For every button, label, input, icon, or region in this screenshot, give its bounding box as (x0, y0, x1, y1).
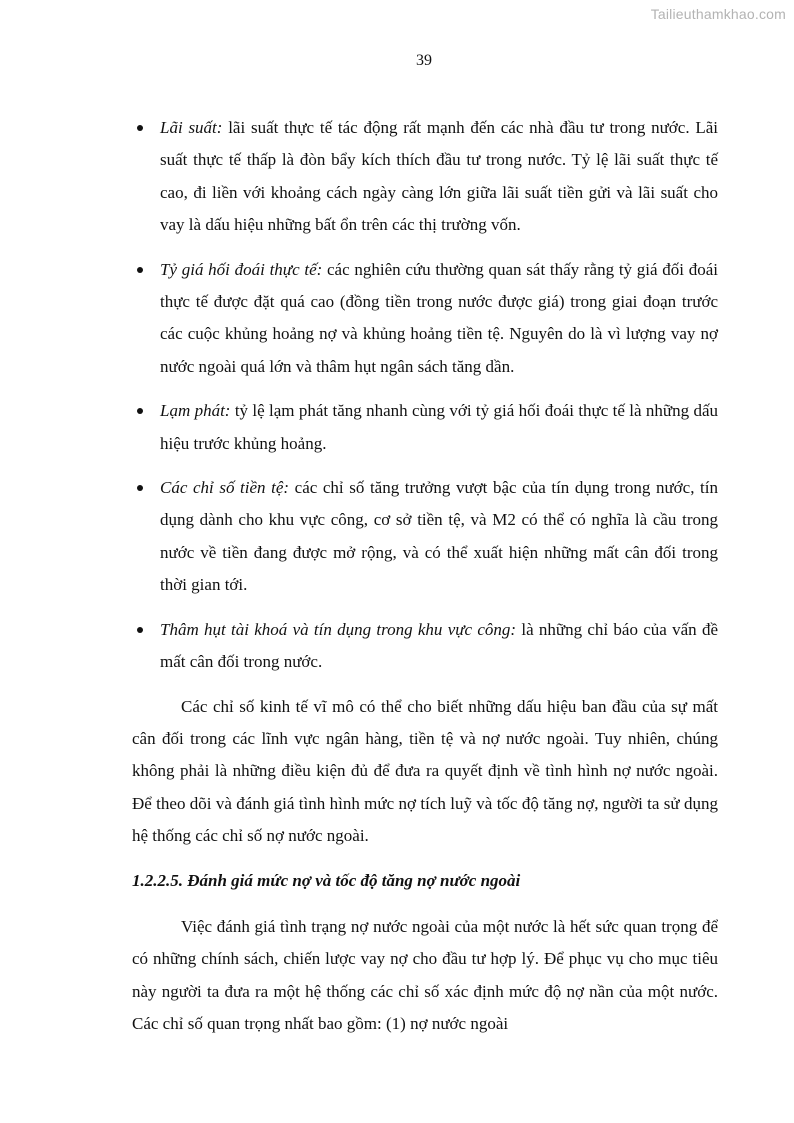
bullet-icon (137, 125, 143, 131)
bullet-term: Thâm hụt tài khoá và tín dụng trong khu vực công: (160, 619, 517, 639)
list-item (132, 112, 718, 242)
bullet-term: Các chỉ số tiền tệ: (160, 478, 290, 498)
list-item (132, 472, 718, 602)
bullet-text: lãi suất thực tế tác động rất mạnh đến các nhà đầu tư trong nước. Lãi suất thực tế thấp là đòn bẩy kích thích đầu tư trong nước. Tỷ lệ lãi suất thực tế cao, đi liền với khoảng cách ngày càng lớn giữa lãi suất tiền gửi và lãi suất cho vay là dấu hiệu những bất ổn trên các thị trường vốn. (160, 118, 718, 235)
bullet-term: Tỷ giá hối đoái thực tế: (160, 259, 323, 279)
bullet-icon (137, 408, 143, 414)
bullet-text: là những chỉ báo của vấn đề mất cân đối trong nước. (160, 619, 718, 672)
bullet-icon (137, 267, 143, 273)
list-item (132, 395, 718, 460)
section-heading: 1.2.2.5. Đánh giá mức nợ và tốc độ tăng nợ nước ngoài (132, 870, 521, 890)
body-paragraph: Việc đánh giá tình trạng nợ nước ngoài của một nước là hết sức quan trọng để có những chính sách, chiến lược vay nợ cho đầu tư hợp lý. Để phục vụ cho mục tiêu này người ta đưa ra một hệ thống các chỉ số xác định mức độ nợ nần của một nước. Các chỉ số quan trọng nhất bao gồm: (1) nợ nước ngoài (132, 916, 718, 1034)
watermark: Tailieuthamkhao.com (650, 6, 786, 22)
page-number: 39 (416, 52, 432, 69)
bullet-text: các chỉ số tăng trưởng vượt bậc của tín dụng trong nước, tín dụng dành cho khu vực công, cơ sở tiền tệ, và M2 có thể có nghĩa là cầu trong nước về tiền đang được mở rộng, và có thể xuất hiện những mất cân đối trong thời gian tới. (160, 478, 718, 595)
bullet-text: tỷ lệ lạm phát tăng nhanh cùng với tỷ giá hối đoái thực tế là những dấu hiệu trước khủng hoảng. (160, 401, 718, 453)
indicator-list (132, 112, 718, 679)
body-paragraph: Các chỉ số kinh tế vĩ mô có thể cho biết những dấu hiệu ban đầu của sự mất cân đối trong các lĩnh vực ngân hàng, tiền tệ và nợ nước ngoài. Tuy nhiên, chúng không phải là những điều kiện đủ để đưa ra quyết định về tình hình nợ nước ngoài. Để theo dõi và đánh giá tình hình mức nợ tích luỹ và tốc độ tăng nợ, người ta sử dụng hệ thống các chỉ số nợ nước ngoài. (132, 696, 718, 846)
bullet-term: Lạm phát: (160, 401, 231, 421)
bullet-icon (137, 485, 143, 491)
document-body (132, 112, 718, 1041)
list-item (132, 254, 718, 384)
bullet-text: các nghiên cứu thường quan sát thấy rằng tỷ giá đối đoái thực tế được đặt quá cao (đồng tiền trong nước được giá) trong giai đoạn trước các cuộc khủng hoảng nợ và khủng hoảng tiền tệ. Nguyên do là vì lượng vay nợ nước ngoài quá lớn và thâm hụt ngân sách tăng dần. (160, 259, 718, 376)
list-item (132, 614, 718, 679)
bullet-icon (137, 627, 143, 633)
bullet-term: Lãi suất: (160, 118, 223, 137)
